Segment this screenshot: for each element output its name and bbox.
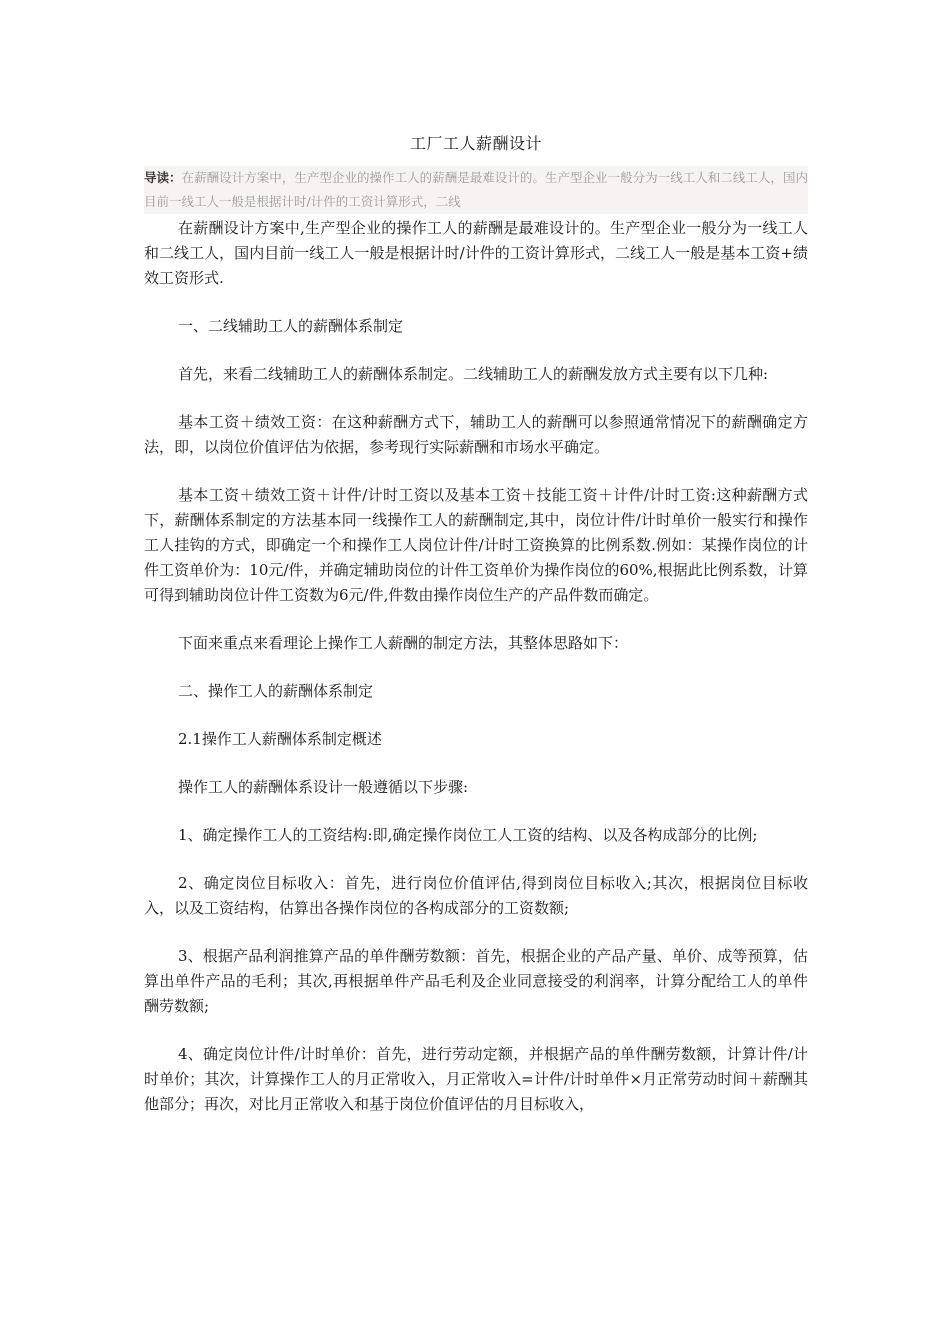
- document-body: [144, 216, 808, 1140]
- list-item: 4、确定岗位计件/计时单价：首先，进行劳动定额，并根据产品的单件酬劳数额，计算计件/计时单价；其次，计算操作工人的月正常收入，月正常收入=计件/计时单件×月正常劳动时间＋薪酬其他部分；再次，对比月正常收入和基于岗位价值评估的月目标收入，: [144, 1045, 808, 1113]
- paragraph: 首先，来看二线辅助工人的薪酬体系制定。二线辅助工人的薪酬发放方式主要有以下几种:: [178, 365, 769, 383]
- section-heading-1: 一、二线辅助工人的薪酬体系制定: [178, 317, 404, 335]
- paragraph: 基本工资＋绩效工资＋计件/计时工资以及基本工资＋技能工资＋计件/计时工资:这种薪酬方式下，薪酬体系制定的方法基本同一线操作工人的薪酬制定,其中，岗位计件/计时单价一般实行和操作工人挂钩的方式，即确定一个和操作工人岗位计件/计时工资换算的比例系数.例如：某操作岗位的计件工资单价为：10元/件，并确定辅助岗位的计件工资单价为操作岗位的60%,根据此比例系数，计算可得到辅助岗位计件工资数为6元/件,件数由操作岗位生产的产品件数而确定。: [144, 486, 808, 604]
- lead-label: 导读：: [144, 170, 182, 185]
- document-title: 工厂工人薪酬设计: [409, 134, 542, 153]
- list-item: 1、确定操作工人的工资结构:即,确定操作岗位工人工资的结构、以及各构成部分的比例;: [178, 826, 758, 844]
- section-heading-2: 二、操作工人的薪酬体系制定: [178, 682, 374, 700]
- lead-text: 在薪酬设计方案中，生产型企业的操作工人的薪酬是最难设计的。生产型企业一般分为一线工人和二线工人，国内目前一线工人一般是根据计时/计件的工资计算形式，二线: [144, 170, 808, 209]
- paragraph: 基本工资＋绩效工资：在这种薪酬方式下，辅助工人的薪酬可以参照通常情况下的薪酬确定方法，即，以岗位价值评估为依据，参考现行实际薪酬和市场水平确定。: [144, 413, 808, 456]
- list-item: 3、根据产品利润推算产品的单件酬劳数额：首先，根据企业的产品产量、单价、成等预算，估算出单件产品的毛利；其次,再根据单件产品毛利及企业同意接受的利润率，计算分配给工人的单件酬劳数额;: [144, 947, 808, 1015]
- paragraph: 操作工人的薪酬体系设计一般遵循以下步骤:: [178, 778, 469, 796]
- paragraph-intro: 在薪酬设计方案中,生产型企业的操作工人的薪酬是最难设计的。生产型企业一般分为一线工人和二线工人，国内目前一线工人一般是根据计时/计件的工资计算形式，二线工人一般是基本工资+绩效工资形式.: [144, 219, 808, 287]
- list-item: 2、确定岗位目标收入：首先，进行岗位价值评估,得到岗位目标收入;其次，根据岗位目标收入，以及工资结构，估算出各操作岗位的各构成部分的工资数额;: [144, 874, 808, 917]
- subsection-heading: 2.1操作工人薪酬体系制定概述: [178, 730, 382, 748]
- lead-summary: [144, 166, 808, 214]
- paragraph: 下面来重点来看理论上操作工人薪酬的制定方法，其整体思路如下：: [178, 634, 629, 652]
